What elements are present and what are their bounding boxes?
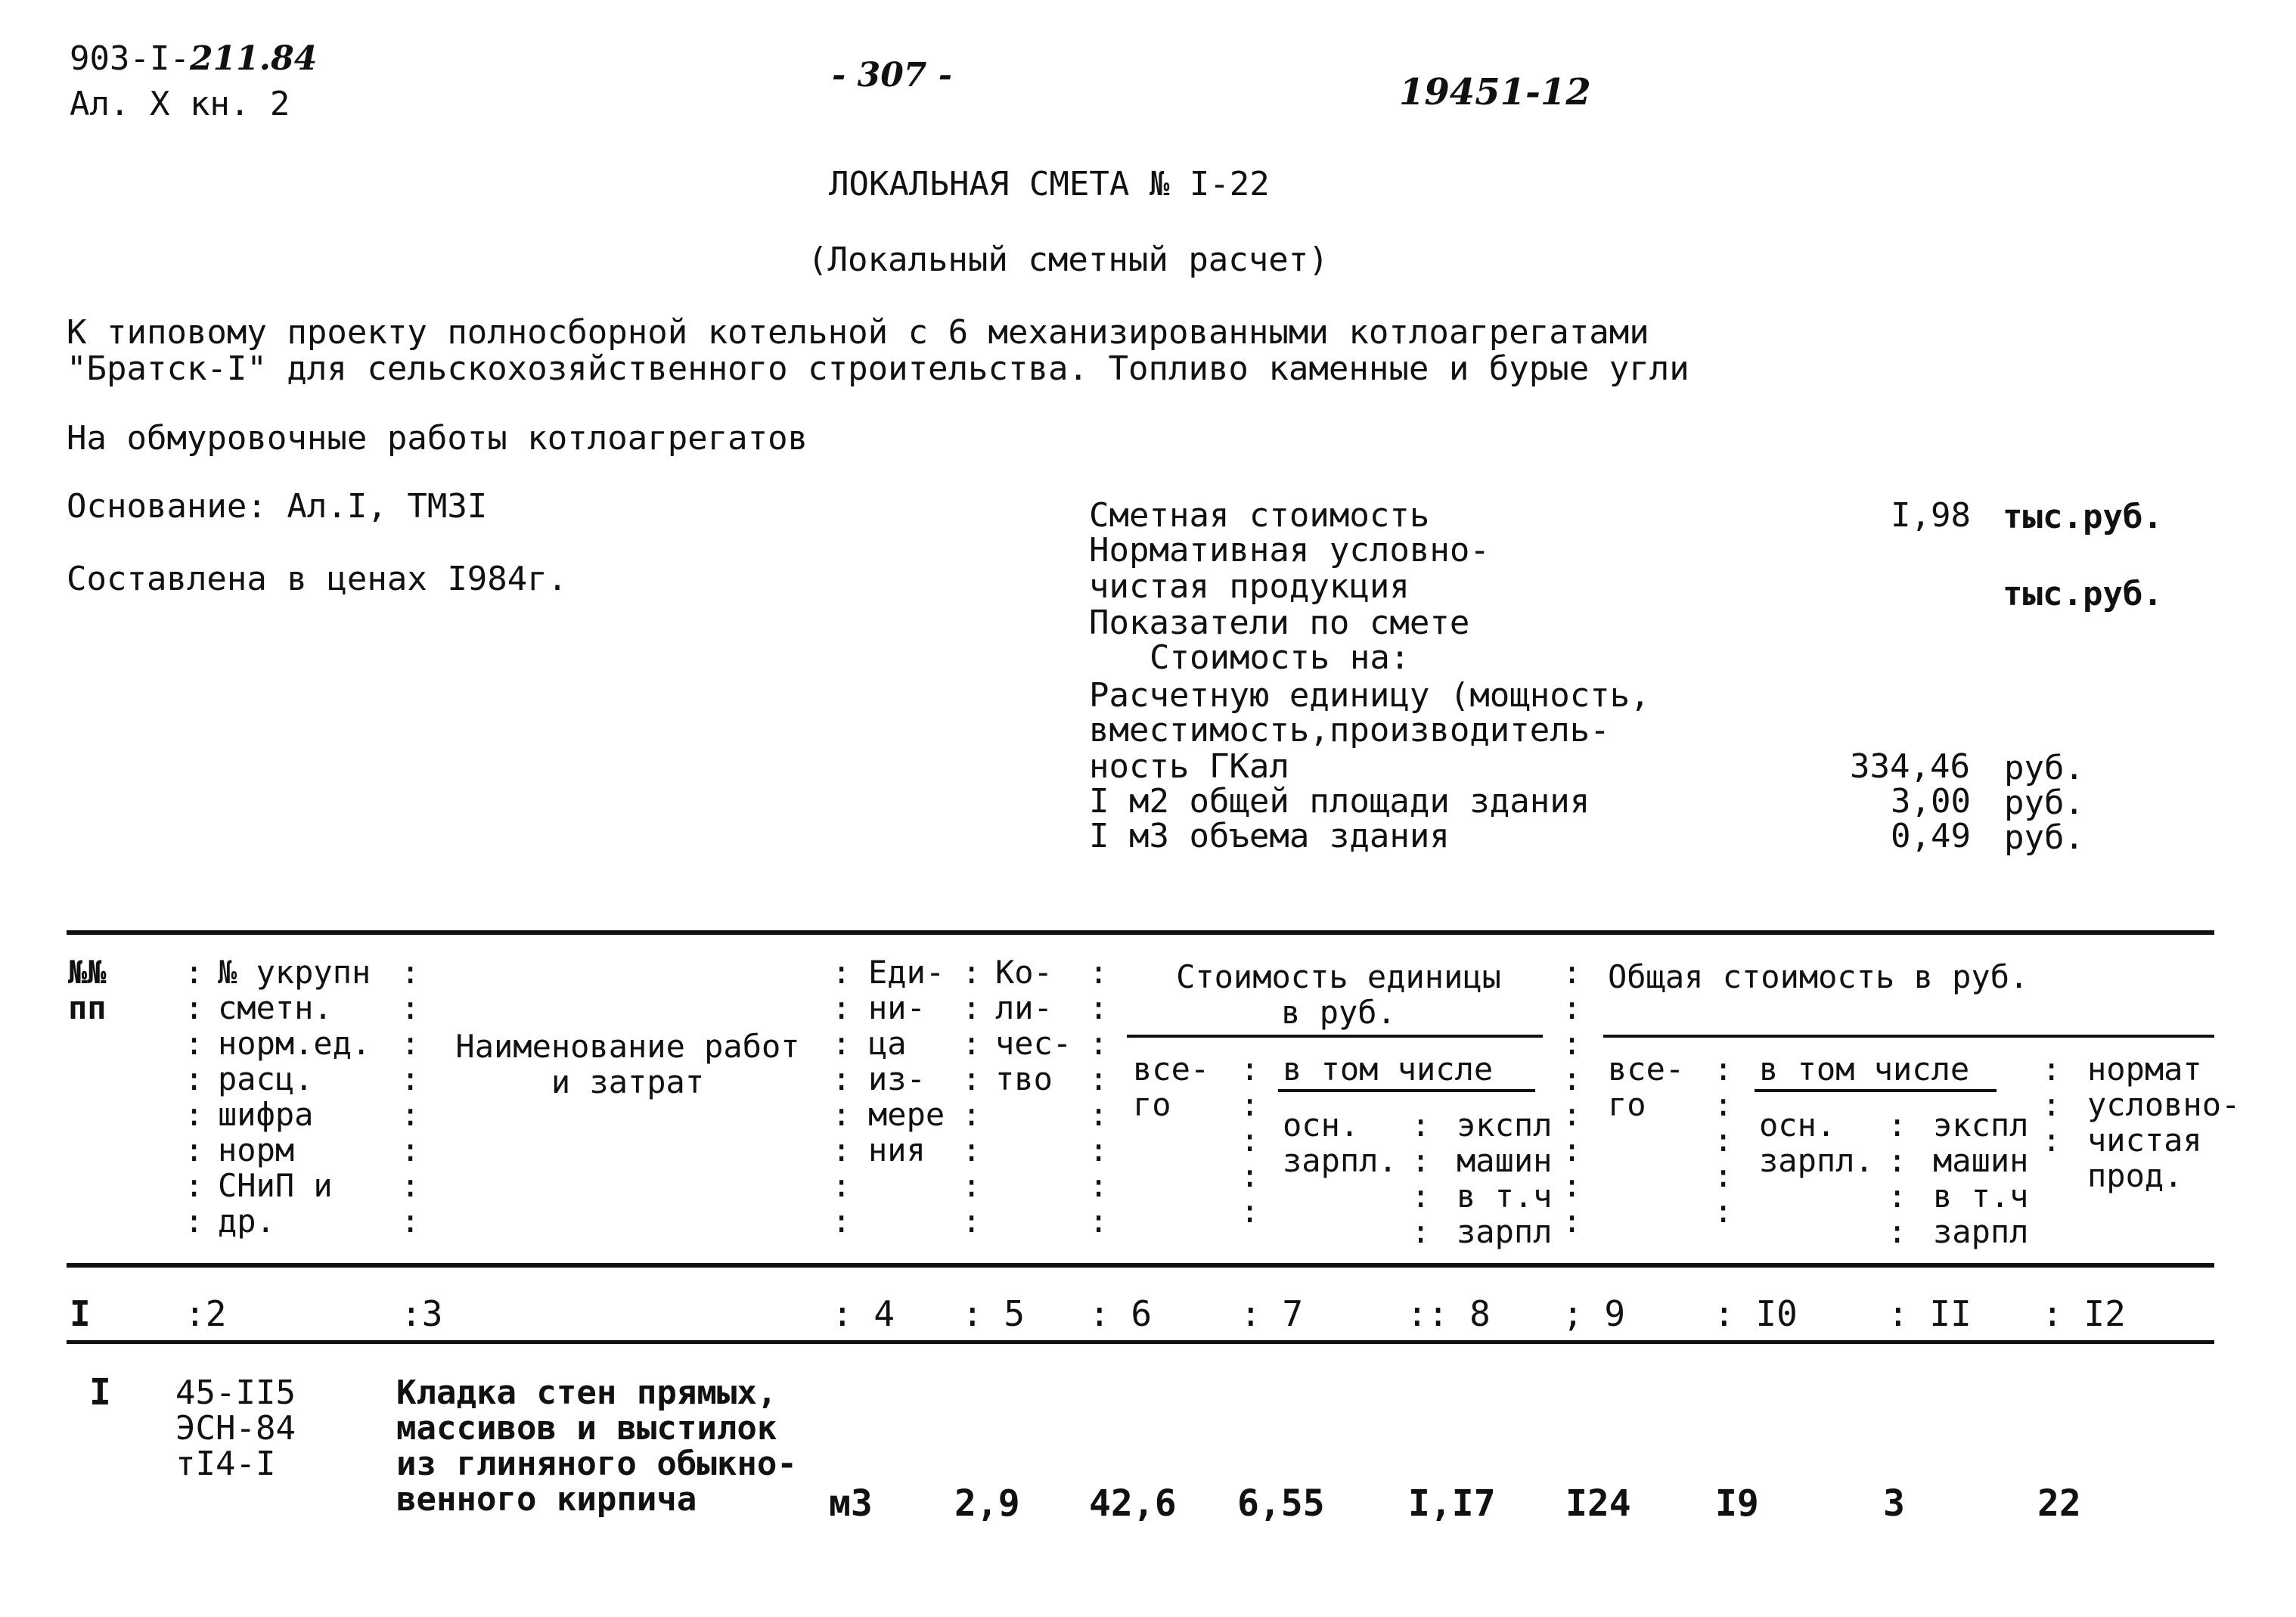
cost-value: I,98 bbox=[1891, 496, 1971, 535]
works-description: На обмуровочные работы котлоагрегатов bbox=[67, 419, 808, 458]
unit-label-3: ность ГКал bbox=[1089, 747, 1289, 786]
header-quantity: Ко- ли- чес- тво bbox=[995, 954, 1072, 1097]
doc-code bbox=[70, 39, 318, 78]
header-norm-code: № укрупн сметн. норм.ед. расц. шифра норм СНиП и др. bbox=[218, 954, 371, 1240]
table-top-rule bbox=[67, 930, 2214, 935]
page-number: - 307 - bbox=[832, 56, 953, 95]
page-subtitle: (Локальный сметный расчет) bbox=[808, 241, 1329, 279]
column-number: : 5 bbox=[962, 1293, 1025, 1334]
volume-unit: руб. bbox=[2004, 818, 2084, 857]
column-number: : I0 bbox=[1714, 1293, 1798, 1334]
header-unit: Еди- ни- ца из- мере ния bbox=[868, 954, 945, 1169]
basis: Основание: Ал.I, ТМ3I bbox=[67, 487, 488, 526]
norm-label-1: Нормативная условно- bbox=[1089, 531, 1490, 570]
col-separator: : : : : bbox=[1888, 1106, 1907, 1250]
norm-label-2: чистая продукция bbox=[1089, 567, 1410, 606]
unit-cost-rule bbox=[1127, 1035, 1543, 1038]
header-bottom-rule bbox=[67, 1263, 2214, 1268]
row-unit: м3 bbox=[829, 1482, 873, 1525]
row-number: I bbox=[89, 1371, 111, 1414]
row-total-salary: I9 bbox=[1715, 1482, 1759, 1525]
header-total-machine: экспл машин в т.ч зарпл bbox=[1933, 1106, 2029, 1250]
unit-incl-rule bbox=[1278, 1089, 1535, 1092]
column-number: ; 9 bbox=[1562, 1293, 1626, 1334]
column-numbers-rule bbox=[67, 1340, 2214, 1344]
col-separator: : : : bbox=[2042, 1051, 2062, 1159]
cost-per-label: Стоимость на: bbox=[1150, 638, 1410, 677]
header-unit-incl: в том числе bbox=[1283, 1051, 1494, 1088]
col-separator: : : : : bbox=[1411, 1106, 1431, 1250]
header-unit-machine: экспл машин в т.ч зарпл bbox=[1457, 1106, 1553, 1250]
row-total: I24 bbox=[1565, 1482, 1631, 1525]
project-line-1: К типовому проекту полносборной котельной с 6 механизированными котлоагрегатами bbox=[67, 313, 1649, 352]
col-separator: : : : : : : : : bbox=[401, 954, 420, 1240]
area-label: I м2 общей площади здания bbox=[1089, 782, 1590, 821]
project-line-2: "Братск-I" для сельскохозяйственного строительства. Топливо каменные и бурые угли bbox=[67, 349, 1689, 388]
column-number: : 7 bbox=[1240, 1293, 1304, 1334]
col-separator: : : : : : bbox=[1240, 1051, 1260, 1230]
area-unit: руб. bbox=[2004, 784, 2084, 822]
row-quantity: 2,9 bbox=[954, 1482, 1020, 1525]
total-cost-rule bbox=[1603, 1035, 2214, 1038]
column-number: : 6 bbox=[1089, 1293, 1153, 1334]
col-separator: : : : : : : : : bbox=[1089, 954, 1109, 1240]
column-number: : 4 bbox=[832, 1293, 895, 1334]
column-number: :2 bbox=[185, 1293, 227, 1334]
header-unit-total: все- го bbox=[1133, 1051, 1210, 1123]
header-row-number: №№ пп bbox=[68, 954, 107, 1026]
norm-unit: тыс.руб. bbox=[2003, 575, 2163, 613]
unit-value: 334,46 bbox=[1850, 747, 1970, 786]
column-number: I bbox=[70, 1293, 91, 1334]
header-unit-salary: осн. зарпл. bbox=[1283, 1106, 1398, 1179]
column-number: :: 8 bbox=[1407, 1293, 1491, 1334]
col-separator: : : : : : : : : bbox=[1562, 954, 1582, 1240]
header-unit-cost: Стоимость единицы в руб. bbox=[1176, 958, 1501, 1031]
header-norm-product: нормат условно- чистая прод. bbox=[2087, 1051, 2241, 1194]
row-unit-machine: I,I7 bbox=[1408, 1482, 1496, 1525]
prices-year: Составлена в ценах I984г. bbox=[67, 560, 568, 598]
doc-code-handwritten: 211.84 bbox=[189, 39, 318, 78]
row-unit-total: 42,6 bbox=[1089, 1482, 1177, 1525]
stamp-number: 19451-12 bbox=[1399, 71, 1591, 113]
volume-label: I м3 объема здания bbox=[1089, 817, 1450, 855]
row-total-norm: 22 bbox=[2037, 1482, 2081, 1525]
col-separator: : : : : : bbox=[1714, 1051, 1733, 1230]
volume-value: 0,49 bbox=[1891, 817, 1971, 855]
column-number: : I2 bbox=[2042, 1293, 2126, 1334]
row-total-machine: 3 bbox=[1883, 1482, 1905, 1525]
col-separator: : : : : : : : : bbox=[962, 954, 982, 1240]
column-number: :3 bbox=[401, 1293, 443, 1334]
row-norm-code: 45-II5 ЭСН-84 тI4-I bbox=[175, 1373, 296, 1483]
header-total-cost: Общая стоимость в руб. bbox=[1608, 958, 2029, 995]
doc-code-prefix: 903-I- bbox=[70, 39, 190, 78]
unit-label-1: Расчетную единицу (мощность, bbox=[1089, 676, 1650, 715]
album-book: Ал. X кн. 2 bbox=[70, 85, 290, 123]
cost-unit: тыс.руб. bbox=[2003, 498, 2163, 536]
header-total: все- го bbox=[1608, 1051, 1685, 1123]
header-work-name: Наименование работ и затрат bbox=[455, 1028, 800, 1100]
column-number: : II bbox=[1888, 1293, 1972, 1334]
area-value: 3,00 bbox=[1891, 782, 1971, 821]
page-title: ЛОКАЛЬНАЯ СМЕТА № I-22 bbox=[829, 165, 1270, 203]
header-total-incl: в том числе bbox=[1759, 1051, 1970, 1088]
header-total-salary: осн. зарпл. bbox=[1759, 1106, 1874, 1179]
row-unit-salary: 6,55 bbox=[1237, 1482, 1325, 1525]
indicators-label: Показатели по смете bbox=[1089, 604, 1470, 642]
col-separator: : : : : : : : : bbox=[185, 954, 204, 1240]
row-work-name: Кладка стен прямых, массивов и выстилок из глиняного обыкно- венного кирпича bbox=[396, 1373, 797, 1519]
total-incl-rule bbox=[1755, 1089, 1997, 1092]
col-separator: : : : : : : : : bbox=[832, 954, 852, 1240]
unit-label-2: вместимость,производитель- bbox=[1089, 711, 1610, 750]
cost-label: Сметная стоимость bbox=[1089, 496, 1430, 535]
unit-unit: руб. bbox=[2004, 749, 2084, 787]
